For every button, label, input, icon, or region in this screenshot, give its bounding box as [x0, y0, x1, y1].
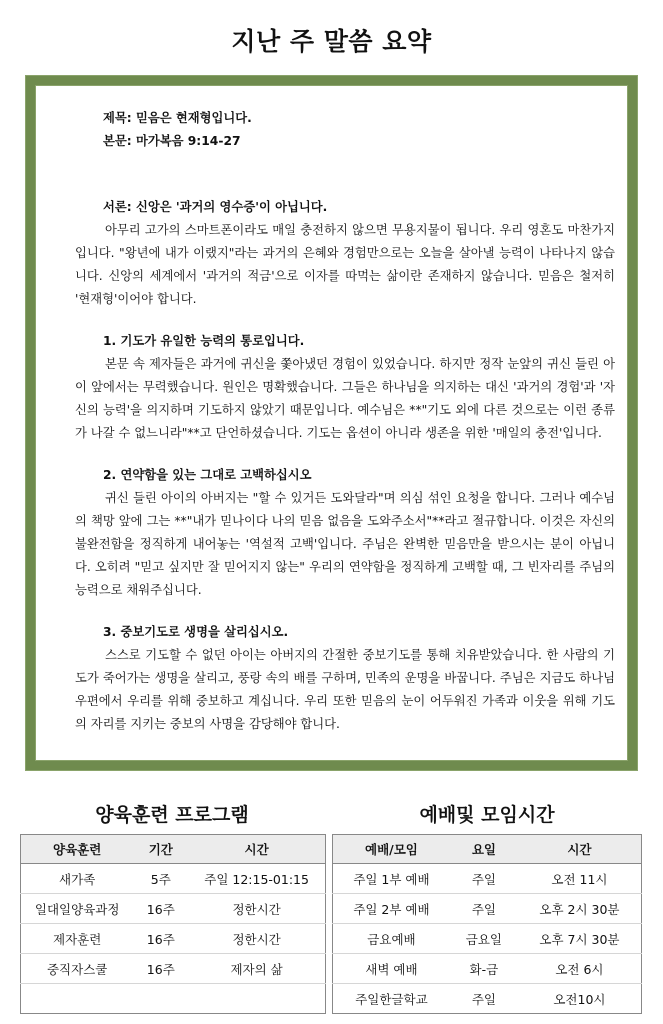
section-heading-3: 3. 중보기도로 생명을 살리십시오.	[103, 625, 289, 639]
table-row	[333, 894, 642, 924]
table-cell: 새벽 예배	[333, 954, 450, 984]
table-row	[21, 864, 326, 894]
table-cell: 오후 7시 30분	[518, 924, 642, 954]
table-cell: 주일 2부 예배	[333, 894, 450, 924]
table-cell: 주일	[450, 864, 518, 894]
table-cell: 새가족	[21, 864, 134, 894]
table-cell: 중직자스쿨	[21, 954, 134, 984]
table-cell: 제자의 삶	[188, 954, 325, 984]
table-cell: 제자훈련	[21, 924, 134, 954]
table-cell: 오전10시	[518, 984, 642, 1014]
table-cell: 5주	[133, 864, 188, 894]
column-header: 양육훈련	[21, 835, 134, 864]
worship-heading: 예배및 모임시간	[419, 804, 555, 826]
table-row	[333, 924, 642, 954]
sermon-scripture: 본문: 마가복음 9:14-27	[103, 134, 241, 148]
column-header: 요일	[450, 835, 518, 864]
table-row	[333, 984, 642, 1014]
table-cell: 16주	[133, 894, 188, 924]
table-cell: 오전 11시	[518, 864, 642, 894]
section-heading-2: 2. 연약함을 있는 그대로 고백하십시오	[103, 468, 312, 482]
column-header: 시간	[518, 835, 642, 864]
table-cell: 정한시간	[188, 894, 325, 924]
table-row	[21, 954, 326, 984]
table-cell	[133, 984, 188, 1014]
section-heading-intro: 서론: 신앙은 '과거의 영수증'이 아닙니다.	[103, 200, 328, 214]
column-header: 시간	[188, 835, 325, 864]
page-title: 지난 주 말씀 요약	[231, 27, 432, 56]
training-table	[20, 834, 326, 1014]
section-body-intro: 아무리 고가의 스마트폰이라도 매일 충전하지 않으면 무용지물이 됩니다. 우리 영혼도 마찬가지입니다. "왕년에 내가 이랬지"라는 과거의 은혜와 경험만으로는 오늘을 살아낼 능력이 나타나지 않습니다. 신앙의 세계에서 '과거의 적금'으로 이자를 따먹는 삶이란 존재하지 않습니다. 믿음은 철저히 '현재형'이어야 합니다.	[75, 223, 615, 306]
table-cell: 오전 6시	[518, 954, 642, 984]
column-header: 예배/모임	[333, 835, 450, 864]
table-cell: 일대일양육과정	[21, 894, 134, 924]
training-heading: 양육훈련 프로그램	[95, 804, 249, 826]
table-row	[21, 984, 326, 1014]
sermon-summary-frame	[26, 76, 637, 770]
table-cell: 주일 1부 예배	[333, 864, 450, 894]
sermon-subject: 제목: 믿음은 현재형입니다.	[103, 111, 252, 125]
table-cell: 주일	[450, 894, 518, 924]
table-cell: 주일	[450, 984, 518, 1014]
table-row	[21, 894, 326, 924]
table-cell: 16주	[133, 924, 188, 954]
worship-table	[332, 834, 642, 1014]
section-heading-1: 1. 기도가 유일한 능력의 통로입니다.	[103, 334, 305, 348]
table-header-row	[333, 835, 642, 864]
table-cell: 금요예배	[333, 924, 450, 954]
table-cell: 오후 2시 30분	[518, 894, 642, 924]
table-cell: 정한시간	[188, 924, 325, 954]
table-cell: 주일 12:15-01:15	[188, 864, 325, 894]
table-cell	[188, 984, 325, 1014]
table-cell	[21, 984, 134, 1014]
column-header: 기간	[133, 835, 188, 864]
table-row	[21, 924, 326, 954]
table-cell: 16주	[133, 954, 188, 984]
table-cell: 화-금	[450, 954, 518, 984]
table-row	[333, 864, 642, 894]
table-cell: 주일한글학교	[333, 984, 450, 1014]
sermon-summary	[75, 107, 615, 736]
section-body-1: 본문 속 제자들은 과거에 귀신을 쫓아냈던 경험이 있었습니다. 하지만 정작 눈앞의 귀신 들린 아이 앞에서는 무력했습니다. 원인은 명확했습니다. 그들은 하나님을 의지하는 대신 '과거의 경험'과 '자신의 능력'을 의지하며 기도하지 않았기 때문입니다. 예수님은 **"기도 외에 다른 것으로는 이런 종류가 나갈 수 없느니라"**고 단언하셨습니다. 기도는 옵션이 아니라 생존을 위한 '매일의 충전'입니다.	[75, 357, 616, 440]
section-body-3: 스스로 기도할 수 없던 아이는 아버지의 간절한 중보기도를 통해 치유받았습니다. 한 사람의 기도가 죽어가는 생명을 살리고, 풍랑 속의 배를 구하며, 민족의 운명을 바꿉니다. 주님은 지금도 하나님 우편에서 우리를 위해 중보하고 계십니다. 우리 또한 믿음의 눈이 어두워진 가족과 이웃을 위해 기도의 자리를 지키는 중보의 사명을 감당해야 합니다.	[75, 648, 615, 731]
table-cell: 금요일	[450, 924, 518, 954]
table-header-row	[21, 835, 326, 864]
table-row	[333, 954, 642, 984]
section-body-2: 귀신 들린 아이의 아버지는 "할 수 있거든 도와달라"며 의심 섞인 요청을 합니다. 그러나 예수님의 책망 앞에 그는 **"내가 믿나이다 나의 믿음 없음을 도와주소서"**라고 절규합니다. 이것은 자신의 불완전함을 정직하게 내어놓는 '역설적 고백'입니다. 주님은 완벽한 믿음만을 받으시는 분이 아닙니다. 오히려 "믿고 싶지만 잘 믿어지지 않는" 우리의 연약함을 정직하게 고백할 때, 그 빈자리를 주님의 능력으로 채워주십니다.	[75, 491, 615, 597]
